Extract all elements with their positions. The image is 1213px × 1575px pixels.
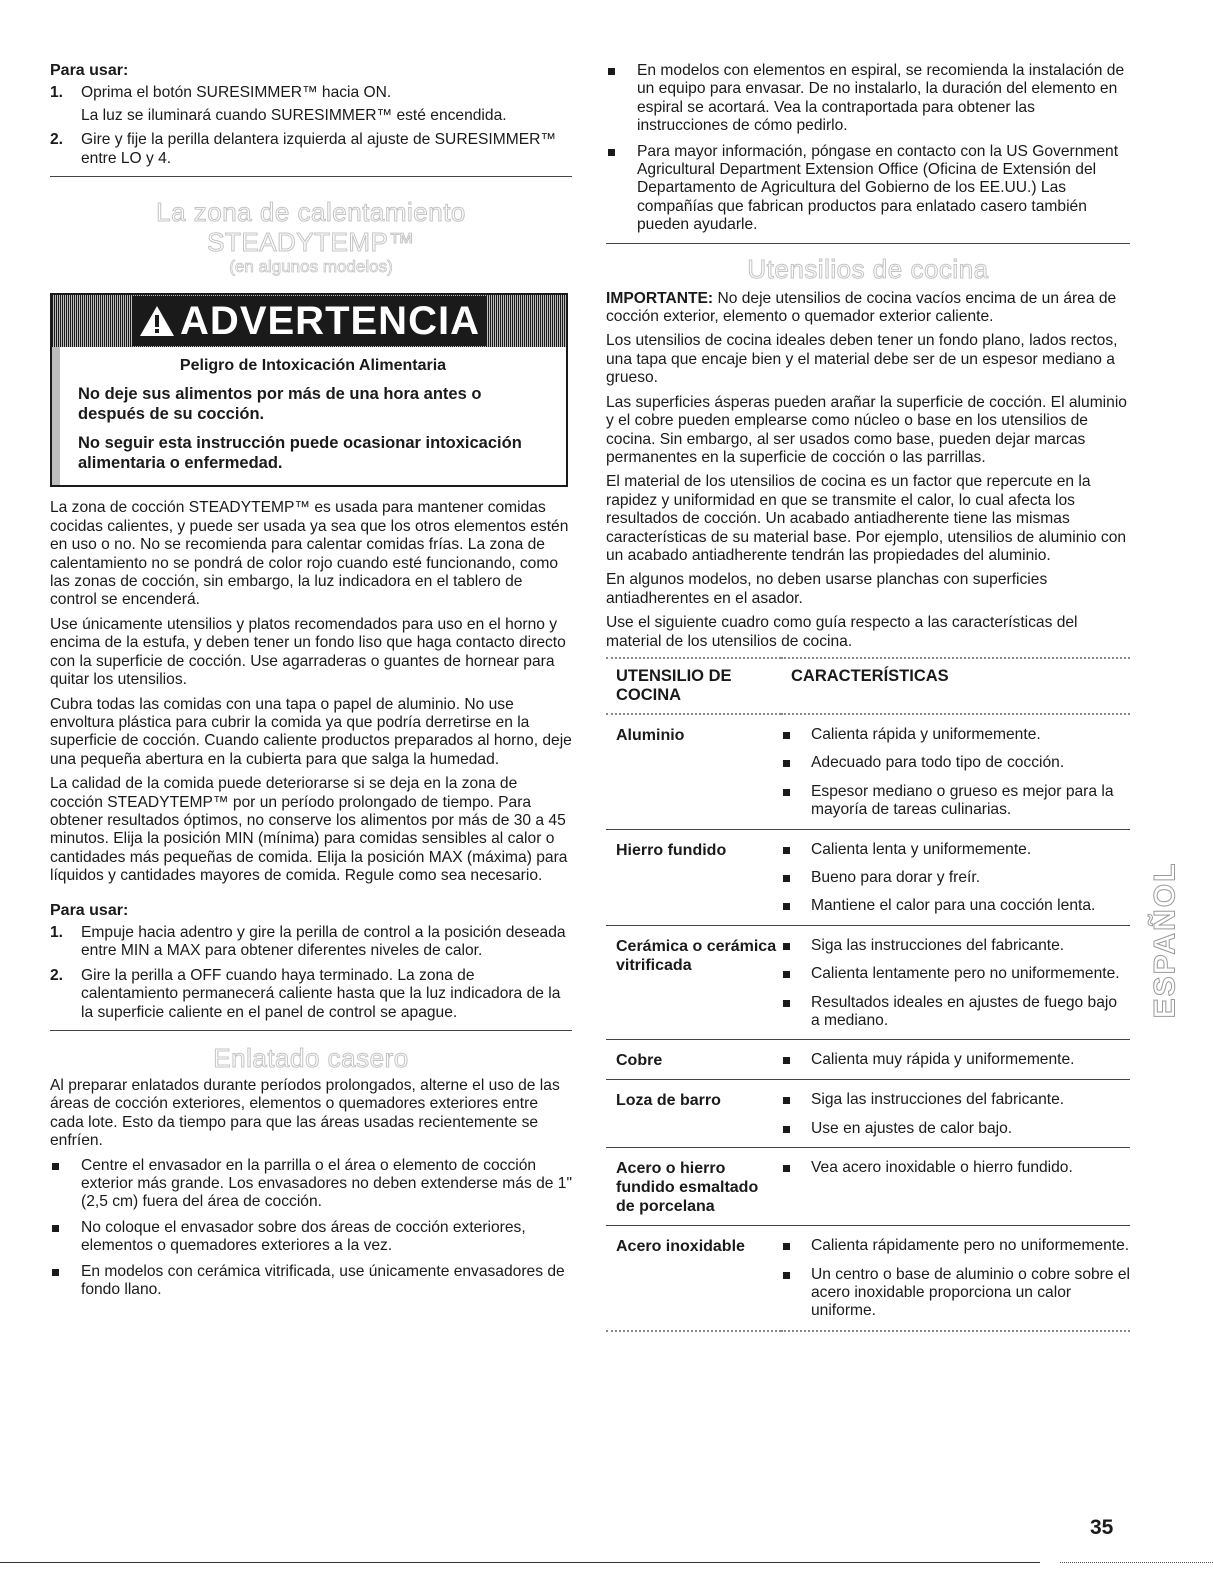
table-row [606, 1148, 1130, 1226]
bullet-square-icon [52, 1225, 59, 1232]
paragraph: Use únicamente utensilios y platos recomendados para uso en el horno y encima de la estufa, y deben tener un fondo liso que haga contacto directo con la superficie de cocción. Use agarraderas o guantes de hornear para quitar los utensilios. [50, 615, 566, 689]
material-cell: Cobre [606, 1040, 781, 1080]
table-header-row [606, 658, 1130, 714]
list-item: En modelos con elementos en espiral, se recomienda la instalación de un equipo para envasar. De no instalarlo, la duración del elemento en espiral se acortará. Vea la contraportada para obtener las instrucciones de cómo pedirlo. [606, 62, 1130, 136]
para-usar-steps [50, 84, 572, 168]
bottom-divider [1060, 1562, 1213, 1563]
warning-header [52, 295, 566, 347]
feature-item: Vea acero inoxidable o hierro fundido. [781, 1159, 1130, 1177]
feature-item: Adecuado para todo tipo de cocción. [781, 754, 1130, 772]
step-text: Gire y fije la perilla delantera izquierda al ajuste de SURESIMMER™ entre LO y 4. [81, 131, 556, 167]
step-continuation: La luz se iluminará cuando SURESIMMER™ esté encendida. [81, 106, 507, 124]
paragraph: La zona de cocción STEADYTEMP™ es usada para mantener comidas cocidas calientes, y puede ser usada ya sea que los otros elementos estén en uso o no. No se recomienda para calentar comidas frías. La zona de calentamiento no se pondrá de color rojo cuando esté funcionando, como las zonas de cocción, sin embargo, la luz indicadora en el tablero de control se encenderá. [50, 499, 569, 609]
feature-item: Bueno para dorar y freír. [781, 869, 1130, 887]
table-row [606, 925, 1130, 1040]
bullet-square-icon [608, 68, 615, 75]
step-number: 2. [50, 966, 64, 984]
steadytemp-title: La zona de calentamiento STEADYTEMP™ [156, 197, 466, 258]
warning-title: Peligro de Intoxicación Alimentaria [179, 357, 447, 375]
utensilios-title: Utensilios de cocina [747, 253, 989, 284]
step-item [50, 131, 572, 168]
bullet-square-icon [783, 789, 790, 796]
warning-line: No seguir esta instrucción puede ocasionar intoxicación alimentaria o enfermedad. [78, 434, 522, 472]
table-row [606, 1080, 1130, 1148]
importante-text: No deje utensilios de cocina vacíos encima de un área de cocción exterior, elemento o quemador exterior caliente. [606, 289, 1117, 326]
enlatado-bullets-continued [606, 62, 1130, 235]
step-text: Empuje hacia adentro y gire la perilla de control a la posición deseada entre MIN a MAX para obtener diferentes niveles de calor. [81, 923, 566, 960]
step-item [50, 967, 572, 1022]
material-cell: Hierro fundido [606, 829, 781, 925]
feature-item: Siga las instrucciones del fabricante. [781, 937, 1130, 955]
material-cell: Loza de barro [606, 1080, 781, 1148]
list-item: En modelos con cerámica vitrificada, use únicamente envasadores de fondo llano. [50, 1263, 572, 1300]
bullet-square-icon [783, 875, 790, 882]
material-cell: Acero inoxidable [606, 1226, 781, 1331]
warning-line: No deje sus alimentos por más de una hora antes o después de su cocción. [78, 385, 482, 423]
feature-item: Calienta muy rápida y uniformemente. [781, 1051, 1130, 1069]
bullet-square-icon [783, 903, 790, 910]
warning-box [50, 293, 568, 487]
paragraph: En algunos modelos, no deben usarse planchas con superficies antiadherentes en el asador. [606, 571, 1048, 607]
step-number: 1. [50, 84, 64, 102]
list-item: No coloque el envasador sobre dos áreas de cocción exteriores, elementos o quemadores exteriores a la vez. [50, 1219, 572, 1256]
bullet-square-icon [783, 1272, 790, 1279]
step-text: Oprima el botón SURESIMMER™ hacia ON. [81, 84, 392, 102]
material-cell: Cerámica o cerámica vitrificada [606, 925, 781, 1040]
bullet-square-icon [783, 732, 790, 739]
importante-label: IMPORTANTE: [606, 289, 714, 307]
step-item [50, 84, 572, 125]
material-cell: Acero o hierro fundido esmaltado de porcelana [606, 1148, 781, 1226]
list-item: Para mayor información, póngase en contacto con la US Government Agricultural Department Extension Office (Oficina de Extensión del Departamento de Agricultura del Gobierno de los EE.UU.) Las compañías que fabrican productos para enlatado casero también pueden ayudarle. [606, 143, 1130, 235]
language-side-tab: ESPAÑOL [1148, 861, 1182, 1019]
feature-item: Siga las instrucciones del fabricante. [781, 1091, 1130, 1109]
step-text: Gire la perilla a OFF cuando haya terminado. La zona de calentamiento permanecerá caliente hasta que la luz indicadora de la la superficie caliente en el panel de control se apague. [81, 966, 561, 1021]
bullet-square-icon [783, 760, 790, 767]
table-row [606, 714, 1130, 829]
importante-paragraph [606, 290, 1130, 327]
feature-item: Resultados ideales en ajustes de fuego bajo a mediano. [781, 994, 1130, 1031]
column-header: CARACTERÍSTICAS [781, 658, 1130, 714]
bullet-square-icon [783, 1243, 790, 1250]
table-row [606, 1040, 1130, 1080]
enlatado-title: Enlatado casero [213, 1043, 409, 1073]
feature-item: Espesor mediano o grueso es mejor para la mayoría de tareas culinarias. [781, 783, 1130, 820]
feature-item: Mantiene el calor para una cocción lenta. [781, 897, 1130, 915]
steadytemp-subtitle: (en algunos modelos) [229, 257, 393, 277]
left-column [50, 62, 572, 1306]
paragraph: Las superficies ásperas pueden arañar la superficie de cocción. El aluminio y el cobre pueden emplearse como núcleo o base en los utensilios de cocina. Sin embargo, al ser usados como base, pueden dejar marcas permanentes en la superficie de cocción o las parrillas. [606, 393, 1127, 466]
feature-item: Calienta rápida y uniformemente. [781, 726, 1130, 744]
paragraph: Cubra todas las comidas con una tapa o papel de aluminio. No use envoltura plástica para cubrir la comida ya que podría derretirse en la superficie de cocción. Cuando caliente productos preparados al horno, deje una pequeña abertura en la cubierta para que salga la humedad. [50, 695, 572, 768]
feature-item: Calienta rápidamente pero no uniformemente. [781, 1237, 1130, 1255]
bullet-square-icon [783, 943, 790, 950]
paragraph: Los utensilios de cocina ideales deben tener un fondo plano, lados rectos, una tapa que encaje bien y el material debe ser de un espesor mediano a grueso. [606, 332, 1118, 387]
cookware-table [606, 657, 1130, 1332]
feature-item: Calienta lenta y uniformemente. [781, 841, 1130, 859]
bullet-square-icon [608, 149, 615, 156]
paragraph: Use el siguiente cuadro como guía respecto a las características del material de los utensilios de cocina. [606, 614, 1078, 650]
bullet-square-icon [52, 1269, 59, 1276]
warning-triangle-icon [138, 304, 176, 338]
bullet-square-icon [783, 1000, 790, 1007]
list-item: Centre el envasador en la parrilla o el área o elemento de cocción exterior más grande. Los envasadores no deben extenderse más de 1" (2,5 cm) fuera del área de cocción. [50, 1157, 572, 1212]
para-usar-heading: Para usar: [50, 901, 129, 919]
paragraph: La calidad de la comida puede deteriorarse si se deja en la zona de cocción STEADYTEMP™ por un período prolongado de tiempo. Para obtener resultados óptimos, no conserve los alimentos por más de 30 a 45 minutos. Elija la posición MIN (mínima) para comidas sensibles al calor o cantidades más pequeñas de comida. Elija la posición MAX (máxima) para líquidos y cantidades mayores de comida. Regule como sea necesario. [50, 775, 568, 885]
feature-item: Un centro o base de aluminio o cobre sobre el acero inoxidable proporciona un calor uniforme. [781, 1266, 1130, 1321]
para-usar-heading: Para usar: [50, 62, 129, 79]
paragraph: El material de los utensilios de cocina es un factor que repercute en la rapidez y uniformidad en que se transmite el calor, lo cual afecta los resultados de cocción. Un acabado antiadherente tiene las mismas características de su material base. Por ejemplo, utensilios de aluminio con un acabado antiadherente tendrán las propiedades del aluminio. [606, 473, 1127, 564]
step-item [50, 924, 572, 961]
bullet-square-icon [783, 1165, 790, 1172]
step-number: 2. [50, 131, 64, 149]
enlatado-bullets [50, 1157, 572, 1300]
right-column [606, 62, 1130, 1332]
bullet-square-icon [783, 847, 790, 854]
feature-item: Use en ajustes de calor bajo. [781, 1120, 1130, 1138]
bullet-square-icon [783, 1057, 790, 1064]
warning-body [52, 347, 566, 485]
feature-item: Calienta lentamente pero no uniformemente. [781, 965, 1130, 983]
bullet-square-icon [783, 971, 790, 978]
column-header: UTENSILIO DE COCINA [606, 658, 781, 714]
warning-word: ADVERTENCIA [180, 299, 480, 344]
material-cell: Aluminio [606, 714, 781, 829]
page-number: 35 [1090, 1516, 1114, 1539]
para-usar-steps [50, 924, 572, 1022]
bullet-square-icon [783, 1097, 790, 1104]
bullet-square-icon [52, 1163, 59, 1170]
bottom-divider [0, 1562, 1040, 1563]
table-row [606, 1226, 1130, 1331]
table-row [606, 829, 1130, 925]
bullet-square-icon [783, 1126, 790, 1133]
paragraph: Al preparar enlatados durante períodos prolongados, alterne el uso de las áreas de cocción exteriores, elementos o quemadores exteriores entre cada lote. Esto da tiempo para que las áreas usadas recientemente se enfríen. [50, 1077, 560, 1150]
step-number: 1. [50, 923, 64, 941]
